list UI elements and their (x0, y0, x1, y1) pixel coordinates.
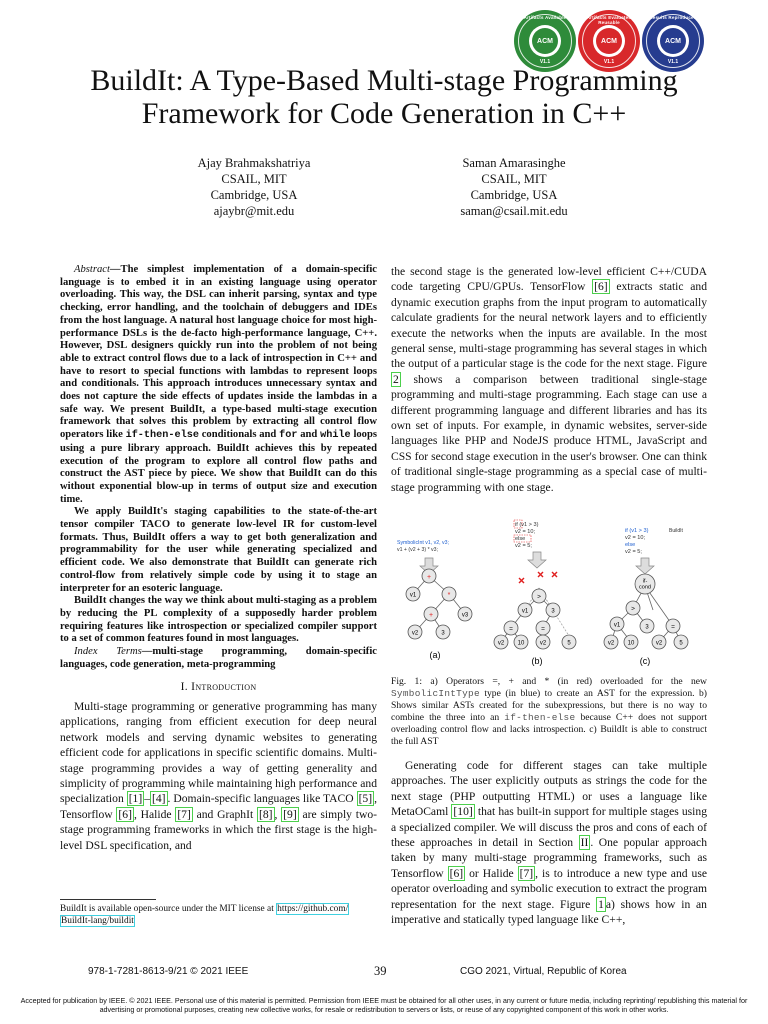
svg-text:+: + (426, 574, 432, 581)
figure-1 (391, 518, 707, 668)
page-number: 39 (374, 964, 387, 978)
code-line: v2 = 5; (515, 543, 532, 549)
author-2 (384, 155, 644, 219)
svg-text:v1: v1 (521, 608, 529, 615)
svg-text:*: * (447, 592, 451, 599)
svg-text:10: 10 (627, 640, 635, 647)
svg-text:+: + (428, 612, 434, 619)
author-name: Saman Amarasinghe (462, 156, 566, 170)
svg-text:=: = (671, 623, 675, 631)
footnote: BuildIt is available open-source under the MIT license at https://github.com/ BuildIt-lang/buildit (60, 904, 377, 927)
svg-text:v3: v3 (461, 612, 469, 619)
svg-text:3: 3 (645, 624, 649, 631)
author-location: Cambridge, USA (210, 188, 298, 202)
code-line: else (625, 542, 636, 548)
svg-text:cond: cond (639, 584, 651, 591)
figure-1b (494, 520, 576, 666)
author-email: ajaybr@mit.edu (213, 204, 295, 218)
author-1 (124, 155, 384, 219)
author-affiliation: CSAIL, MIT (221, 172, 287, 186)
svg-text:v2: v2 (497, 640, 505, 647)
author-name: Ajay Brahmakshatriya (197, 156, 311, 170)
code-line: if (v1 > 3) (625, 528, 649, 534)
svg-text:3: 3 (551, 608, 555, 615)
right-column-bottom: Generating code for different stages can take multiple approaches. The user explicitly outputs as strings the code for the next stage (PHP outputting HTML) or uses a language like MetaOCaml [10] that has built-in support for multiple stages using a specialized compiler. We will discuss the pros and cons of each of these approaches in detail in Section II . One popular approach taken by many multi-stage programming frameworks, such as Tensorflow [6] or Halide [7] , is to introduce a new type and use operator overloading and symbolic execution to extract the program representation for the next stage. Figure 1 a) shows how in an imperative and statically typed language like C++, (391, 759, 707, 927)
citation-link[interactable]: [6] (594, 280, 608, 294)
artifacts-evaluated-badge: Artifacts Evaluated Reusable ACM V1.1 (578, 10, 640, 72)
footnote-rule (60, 899, 156, 900)
figure-link[interactable]: 2 (393, 372, 399, 386)
svg-text:10: 10 (517, 640, 525, 647)
svg-text:=: = (509, 625, 513, 633)
artifacts-available-badge: Artifacts Available ACM V1.1 (514, 10, 576, 72)
citation-link[interactable]: [6] (449, 866, 464, 880)
venue-footer: CGO 2021, Virtual, Republic of Korea (460, 966, 627, 977)
svg-text:=: = (541, 625, 545, 633)
svg-text:5: 5 (679, 640, 683, 647)
cross-icon (519, 572, 557, 583)
svg-text:>: > (631, 605, 635, 613)
svg-text:5: 5 (567, 640, 571, 647)
isbn-footer: 978-1-7281-8613-9/21 © 2021 IEEE (88, 966, 249, 977)
citation-link[interactable]: [7] (177, 807, 191, 821)
down-arrow-icon (636, 558, 654, 574)
citation-link[interactable]: [9] (283, 807, 297, 821)
subfigure-label: (a) (429, 650, 441, 660)
code-line: SymbolicInt v1, v2, v3; (397, 540, 449, 546)
code-line: if (v1 > 3) (515, 522, 539, 528)
svg-text:>: > (537, 593, 541, 601)
svg-text:v2: v2 (539, 640, 547, 647)
svg-text:if-: if- (642, 578, 648, 585)
acm-logo-icon: ACM (532, 28, 558, 54)
svg-text:v2: v2 (655, 640, 663, 647)
author-email: saman@csail.mit.edu (460, 204, 568, 218)
code-line: v2 = 10; (515, 529, 536, 535)
acm-logo-icon: ACM (596, 28, 622, 54)
right-column-top: the second stage is the generated low-level efficient C++/CUDA code targeting CPU/GPUs. TensorFlow [6] extracts static and dynamic execution graphs from the input program to automatically calculate gradients for the neural network layers and to efficiently execute the networks when the inputs are available. In the most general sense, multi-stage programming has several stages in which the output of a particular stage is the code for the next stage. Figure 2 shows a comparison between traditional single-stage programming and multi-stage programming. Each stage can use a different programming language and different libraries and has its own set of inputs. For example, in dynamic websites, server-side languages like PHP and NodeJS produce HTML, JavaScript and CSS for second stage execution in the user's browser. One can think of traditional single-stage programming as a special case of multi-stage programming with one stage. (391, 265, 707, 494)
github-link[interactable]: https://github.com/ (277, 904, 349, 914)
citation-link[interactable]: [8] (258, 807, 273, 821)
svg-text:v1: v1 (613, 622, 621, 629)
copyright-notice: Accepted for publication by IEEE. © 2021 IEEE. Personal use of this material is permitted. Permission from IEEE must be obtained for all other uses, in any current or future media, including reprinting/ republishing this material for advertising or promotional purposes, creating new collective works, for resale or redistribution to servers or lists, or reuse of any copyrighted component of this work in other works. (20, 996, 748, 1014)
left-column (60, 264, 377, 853)
section-heading: I. Introduction (180, 679, 257, 693)
svg-text:v2: v2 (607, 640, 615, 647)
figure-caption: Fig. 1: a) Operators =, + and * (in red) overloaded for the new SymbolicIntType type (in blue) to create an AST for the expression. b) Shows similar ASTs created for the subexpressions, but there is no way to combine the three into an if-then-else because C++ does not support overloading control flow and lacks introspection. c) BuildIt is able to construct the full AST (391, 676, 708, 747)
code-line: else (515, 536, 526, 542)
code-line: v2 = 10; (625, 535, 646, 541)
figure-link[interactable]: 1 (598, 897, 604, 911)
citation-link[interactable]: [7] (519, 866, 534, 880)
code-line: v1 + (v2 + 3) * v3; (397, 547, 438, 553)
section-link[interactable]: II (580, 836, 589, 850)
citation-link[interactable]: [1] (128, 792, 143, 806)
svg-text:v2: v2 (411, 630, 419, 637)
figure-1c (604, 528, 688, 666)
subfigure-label: (b) (531, 656, 543, 666)
down-arrow-icon (528, 552, 546, 568)
citation-link[interactable]: [4] (152, 792, 166, 806)
results-reproduced-badge: Results Reproduced ACM V1.1 (642, 10, 704, 72)
svg-text:3: 3 (441, 630, 445, 637)
abstract: Abstract—The simplest implementation of a domain-specific language is to embed it in an existing language using operator overloading. This way, the DSL can inherit parsing, syntax and type checking, error handling, and the toolchain of debuggers and IDEs from the host language. A natural host language choice for most high-performance DSLs is the de-facto high-performance language, C++. However, DSL designers quickly run into the problem of not being able to extract control flows due to a lack of introspection in C++ and have to resort to special functions with lambdas to represent loops and conditionals. This approach introduces unnecessary syntax and does not capture the side effects of updates inside the lambdas in a safe way. We present BuildIt, a type-based multi-stage execution framework that solves this problem by extracting all control flow operators like if-then-else conditionals and for and while loops using a pure library approach. BuildIt achieves this by repeated execution of the program to explore all control flow paths and construct the AST piece by piece. We show that BuildIt can do this without exponential blow-up in terms of output size and execution time. We apply BuildIt's staging capabilities to the state-of-the-art tensor compiler TACO to generate low-level IR for custom-level formats. Thus, BuildIt offers a way to get both generalization and programmability for the user while generating specialized and efficient code. We also demonstrate that BuildIt can generate rich control-flow from relatively simple code by using it to stage an interpreter for an esoteric language. BuildIt changes the way we think about multi-staging as a problem by reducing the PL complexity of a supposedly harder problem requiring features like introspection or specialized compiler support to a set of common features found in most languages. (60, 264, 377, 645)
index-terms: Index Terms—multi-stage programming, domain-specific languages, code generation, meta-programming (60, 646, 377, 670)
citation-link[interactable]: [10] (453, 805, 473, 819)
citation-link[interactable]: [6] (118, 807, 132, 821)
citation-link[interactable]: [5] (358, 792, 373, 806)
svg-text:v1: v1 (409, 592, 417, 599)
acm-logo-icon: ACM (660, 28, 686, 54)
github-link[interactable]: BuildIt-lang/buildit (61, 915, 134, 926)
subfigure-label: (c) (639, 656, 651, 666)
intro-left-body: Multi-stage programming or generative programming has many applications, ranging from efficient execution for deep neural network models and serving dynamic websites to generating efficient code for applications in specific scientific domains. Multi-stage programming provides a way of getting generality and simplicity of programming while maintaining high performance and specialization [1] – [4] . Domain-specific languages like TACO [5] , Tensorflow [6] , Halide [7] and GraphIt [8] , [9] are simply two-stage programming frameworks in which the first stage is the high-level DSL specification, and (60, 699, 377, 852)
code-line: v2 = 5; (625, 549, 642, 555)
paper-title: BuildIt: A Type-Based Multi-stage Programming Framework for Code Generation in C++ (90, 64, 678, 130)
author-affiliation: CSAIL, MIT (481, 172, 547, 186)
figure-1a (397, 540, 472, 660)
author-location: Cambridge, USA (470, 188, 558, 202)
buildit-label: BuildIt (669, 528, 683, 534)
